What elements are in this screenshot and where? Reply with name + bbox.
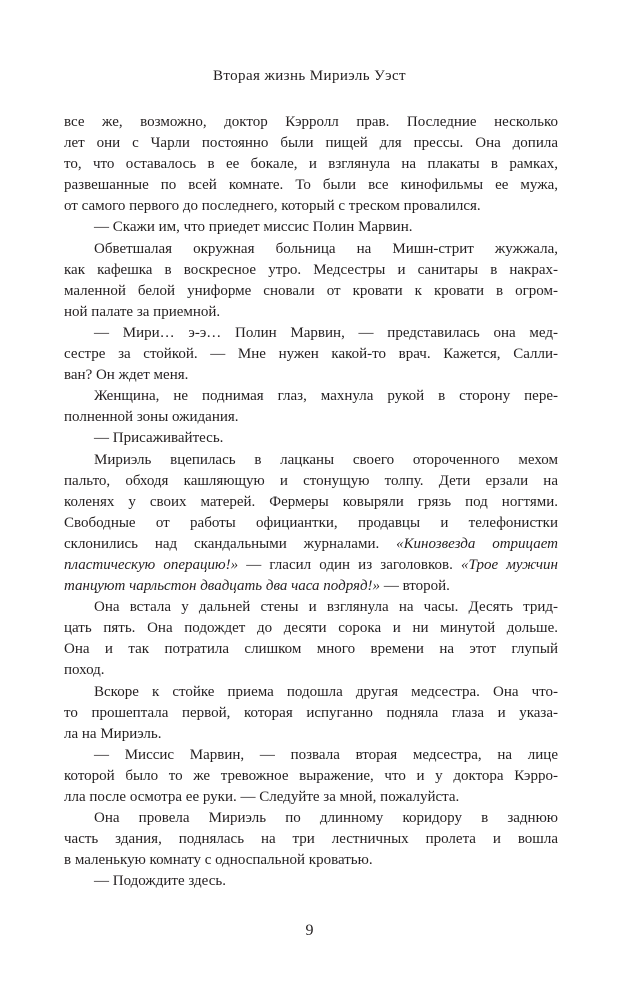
text-line [64,239,558,260]
italic-text-segment: «Кинозвезда отрицает [396,535,559,552]
text-segment: сестре за стойкой. — Мне нужен какой-то врач. Кажется, Салли- [64,346,558,363]
text-segment: Обветшалая окружная больница на Мишн-стрит жужжала, [94,240,558,257]
text-segment: поход. [64,662,105,679]
text-line [64,260,558,281]
text-segment: которой было то же тревожное выражение, что и у доктора Кэрро- [64,767,558,784]
text-segment: — гласил один из заголовков. [238,556,462,573]
text-segment: — Подождите здесь. [94,873,226,890]
text-segment: Свободные от работы официантки, продавцы и телефонистки [64,514,558,531]
text-segment: ла на Мириэль. [64,725,162,742]
text-line [64,724,558,745]
text-segment: пальто, обходя кашляющую и стонущую толпу. Дети ерзали на [64,472,558,489]
text-segment: часть здания, поднялась на три лестничных пролета и вошла [64,831,558,848]
text-line [64,703,558,724]
text-line [64,597,558,618]
text-segment: как кафешка в воскресное утро. Медсестры и санитары в накрах- [64,261,558,278]
text-line [64,217,558,238]
text-line [64,133,558,154]
text-segment: Она встала у дальней стены и взглянула на часы. Десять трид- [94,599,558,616]
text-segment: от самого первого до последнего, который с треском провалился. [64,198,481,215]
text-line [64,281,558,302]
text-segment: развешанные по всей комнате. То были все кинофильмы ее мужа, [64,177,558,194]
text-line [64,850,558,871]
text-line [64,660,558,681]
text-line [64,196,558,217]
text-line [64,871,558,892]
text-segment: — второй. [380,578,450,595]
text-segment: ван? Он ждет меня. [64,367,189,384]
page-number: 9 [305,922,314,939]
text-segment: коленях у своих матерей. Фермеры ковыряли грязь под ногтями. [64,493,558,510]
text-segment: в маленькую комнату с односпальной кроватью. [64,852,373,869]
text-line [64,513,558,534]
text-line [64,154,558,175]
text-segment: — Мири… э-э… Полин Марвин, — представилась она мед- [94,324,558,341]
text-segment: — Миссис Марвин, — позвала вторая медсестра, на лице [94,746,558,763]
text-segment: склонились над скандальными журналами. [64,535,397,552]
running-head: Вторая жизнь Мириэль Уэст [212,68,406,84]
text-segment: Она провела Мириэль по длинному коридору в заднюю [94,810,558,827]
text-segment: цать пять. Она подождет до десяти сорока и ни минутой дольше. [64,620,558,637]
text-line [64,787,558,808]
text-line [64,555,558,576]
text-line [64,302,558,323]
text-line [64,471,558,492]
text-line [64,323,558,344]
text-line [64,492,558,513]
text-segment: Женщина, не поднимая глаз, махнула рукой в сторону пере- [94,388,558,405]
text-line [64,344,558,365]
italic-text-segment: пластическую операцию!» [64,556,239,573]
text-line [64,112,558,133]
text-line [64,682,558,703]
text-line [64,766,558,787]
text-segment: — Присаживайтесь. [94,430,224,447]
text-segment: Мириэль вцепилась в лацканы своего отороченного мехом [94,451,558,468]
text-line [64,407,558,428]
text-line [64,386,558,407]
text-line [64,450,558,471]
text-line [64,534,558,555]
text-segment: лет они с Чарли постоянно были пищей для прессы. Она допила [64,135,558,152]
text-line [64,808,558,829]
text-segment: то прошептала первой, которая испуганно подняла глаза и указа- [64,704,558,721]
text-line [64,175,558,196]
text-segment: то, что оставалось в ее бокале, и взглянула на плакаты в рамках, [64,156,558,173]
text-segment: Вскоре к стойке приема подошла другая медсестра. Она что- [94,683,558,700]
text-line [64,576,558,597]
text-segment: — Скажи им, что приедет миссис Полин Марвин. [94,219,413,236]
text-segment: все же, возможно, доктор Кэрролл прав. Последние несколько [64,114,558,130]
italic-text-segment: «Трое мужчин [461,556,558,573]
text-segment: лла после осмотра ее руки. — Следуйте за мной, пожалуйста. [64,789,460,805]
text-segment: маленной белой униформе сновали от кровати к кровати в огром- [64,282,558,299]
text-segment: полненной зоны ожидания. [64,409,239,426]
text-line [64,618,558,639]
text-line [64,639,558,660]
body-text [64,112,558,892]
text-line [64,829,558,850]
italic-text-segment: танцуют чарльстон двадцать два часа подряд!» [64,578,381,595]
text-line [64,428,558,449]
text-line [64,365,558,386]
text-segment: ной палате за приемной. [64,303,221,320]
text-line [64,745,558,766]
text-segment: Она и так потратила слишком много времени на этот глупый [64,641,558,658]
